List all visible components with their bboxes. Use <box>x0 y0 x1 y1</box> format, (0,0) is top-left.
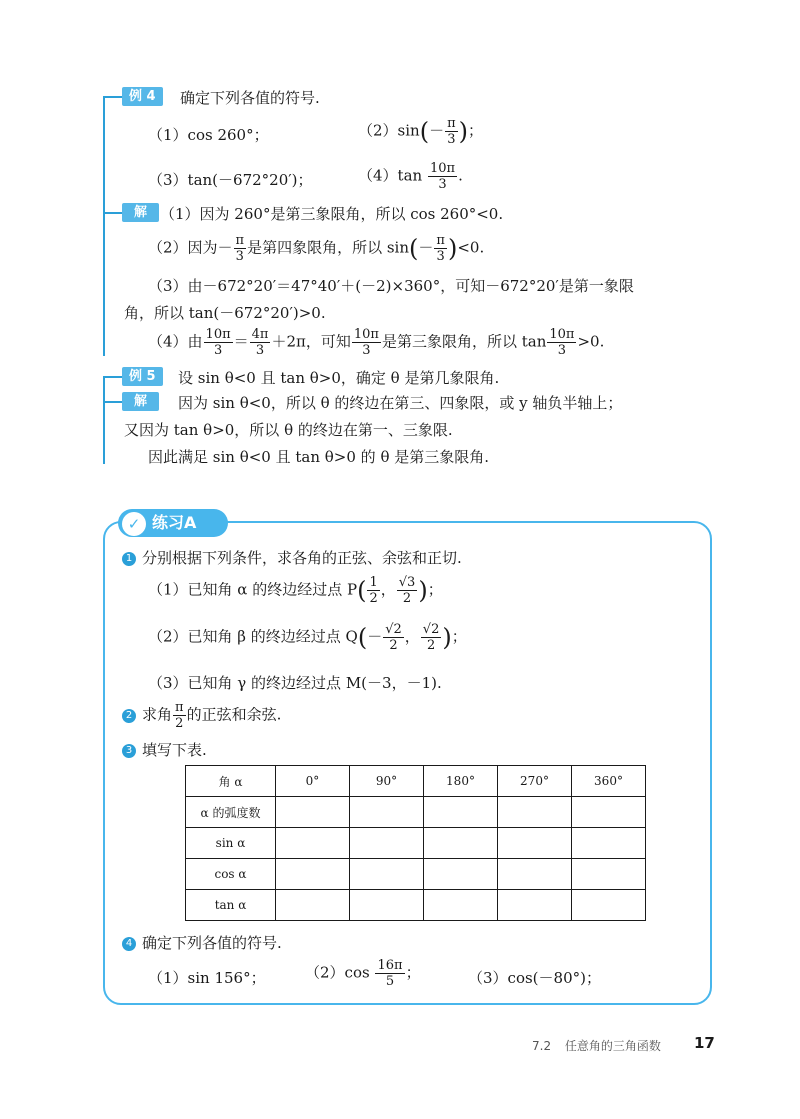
solution4-line5-plus: ＋2π，可知 <box>271 332 351 351</box>
comma: ， <box>380 580 396 599</box>
footer-section <box>532 1037 661 1054</box>
table-cell <box>498 797 572 828</box>
minus-sign: － <box>367 627 383 646</box>
example4-item4 <box>358 161 463 192</box>
table-header-cell: 90° <box>350 766 424 797</box>
fraction-10pi-over-3: $\frac{10\pi}{3}$ <box>205 327 231 358</box>
table-row-label: cos α <box>186 859 276 890</box>
page-number: 17 <box>694 1034 715 1052</box>
fraction-sqrt2-over-2: $\frac{√2}{2}$ <box>385 622 402 653</box>
solution4-line2: （2）因为－ $\frac{\pi}{3}$ 是第四象限角，所以 sin(－ $\frac{\pi}{3}$ )<0. <box>148 233 485 264</box>
table-row <box>186 890 646 921</box>
semicolon: ； <box>427 580 443 599</box>
table-cell <box>350 797 424 828</box>
pencil-check-icon: ✓ <box>122 512 146 536</box>
example4-item4-end: . <box>458 166 463 185</box>
table-header-cell: 0° <box>276 766 350 797</box>
minus-sign: － <box>418 238 434 257</box>
fraction-pi-over-3: $\frac{\pi}{3}$ <box>235 233 245 264</box>
solution4-badge: 解 <box>122 203 159 222</box>
semicolon: ； <box>405 963 421 982</box>
example4-prompt: 确定下列各值的符号. <box>180 89 320 107</box>
solution5-line1: 因为 sin θ<0，所以 θ 的终边在第三、四象限，或 y 轴负半轴上； <box>178 394 623 412</box>
table-cell <box>572 828 646 859</box>
exercise-title: 练习A <box>152 513 197 532</box>
solution5-line3: 因此满足 sin θ<0 且 tan θ>0 的 θ 是第三象限角. <box>148 448 490 466</box>
exercise-q1-b: （2）已知角 β 的终边经过点 Q(－ $\frac{√2}{2}$ ， $\frac{√2}{2}$ )； <box>148 622 467 653</box>
trig-values-table <box>185 765 646 921</box>
exercise-q4 <box>122 932 282 953</box>
table-header-row <box>186 766 646 797</box>
fraction-10pi-over-3: $\frac{10\pi}{3}$ <box>429 161 456 192</box>
table-header-cell: 360° <box>572 766 646 797</box>
exercise-q4-c: （3）cos(－80°)； <box>468 969 601 987</box>
example4-badge: 例 4 <box>122 87 163 106</box>
example5-rule <box>103 376 123 378</box>
solution4-line5 <box>148 327 604 358</box>
table-cell <box>424 890 498 921</box>
footer-section-number: 7.2 <box>532 1039 552 1053</box>
fraction-sqrt2-over-2: $\frac{√2}{2}$ <box>422 622 440 653</box>
table-header-cell: 180° <box>424 766 498 797</box>
fraction-4pi-over-3: $\frac{4\pi}{3}$ <box>251 327 269 358</box>
table-row-label: α 的弧度数 <box>186 797 276 828</box>
exercise-q2 <box>122 700 281 731</box>
comma: ， <box>404 627 420 646</box>
fraction-pi-over-2: $\frac{\pi}{2}$ <box>175 700 184 731</box>
table-row <box>186 797 646 828</box>
exercise-q4-b-label: （2）cos <box>305 963 370 982</box>
table-cell <box>572 859 646 890</box>
exercise-q3 <box>122 739 207 760</box>
solution5-badge: 解 <box>122 392 159 411</box>
solution4-line4: 角，所以 tan(－672°20′)>0. <box>124 304 326 322</box>
table-cell <box>498 859 572 890</box>
example4-item3: （3）tan(－672°20′)； <box>148 171 313 189</box>
exercise-q4-text: 确定下列各值的符号. <box>142 934 282 952</box>
question-number-badge: 1 <box>122 552 136 566</box>
solution4-line5-mid: 是第三象限角，所以 tan <box>381 332 547 351</box>
example5-badge: 例 5 <box>122 367 163 386</box>
solution5-rule <box>103 401 123 403</box>
table-cell <box>276 890 350 921</box>
solution4-line2-mid: 是第四象限角，所以 sin <box>247 238 410 257</box>
fraction-pi-over-3: $\frac{\pi}{3}$ <box>436 233 445 264</box>
exercise-q1 <box>122 547 462 568</box>
example4-item2: （2）sin(－ $\frac{\pi}{3}$ )； <box>358 116 484 147</box>
table-cell <box>350 859 424 890</box>
table-cell <box>350 828 424 859</box>
fraction-sqrt3-over-2: $\frac{√3}{2}$ <box>398 575 416 606</box>
table-row <box>186 828 646 859</box>
solution5-line2: 又因为 tan θ>0，所以 θ 的终边在第一、三象限. <box>124 421 453 439</box>
exercise-q1-a-label: （1）已知角 α 的终边经过点 P <box>148 580 358 599</box>
table-cell <box>498 828 572 859</box>
example5-prompt: 设 sin θ<0 且 tan θ>0，确定 θ 是第几象限角. <box>178 369 500 387</box>
exercise-q1-b-label: （2）已知角 β 的终边经过点 Q <box>148 627 358 646</box>
solution4-line5-post: >0. <box>577 332 605 351</box>
table-cell <box>350 890 424 921</box>
fraction-10pi-over-3: $\frac{10\pi}{3}$ <box>549 327 575 358</box>
question-number-badge: 2 <box>122 709 136 723</box>
exercise-q2-post: 的正弦和余弦. <box>186 705 282 724</box>
table-header-cell: 角 α <box>186 766 276 797</box>
semicolon: ； <box>451 627 467 646</box>
solution4-line1: （1）因为 260°是第三象限角，所以 cos 260°<0. <box>160 205 504 223</box>
table-row-label: tan α <box>186 890 276 921</box>
exercise-q4-a: （1）sin 156°； <box>148 969 266 987</box>
exercise-q1-c: （3）已知角 γ 的终边经过点 M(－3，－1). <box>148 674 442 692</box>
question-number-badge: 3 <box>122 744 136 758</box>
table-cell <box>276 859 350 890</box>
example4-item4-label: （4）tan <box>358 166 423 185</box>
table-cell <box>424 828 498 859</box>
solution4-line3: （3）由－672°20′＝47°40′＋(－2)×360°，可知－672°20′是第一象限 <box>148 277 634 295</box>
table-cell <box>424 859 498 890</box>
footer-section-title: 任意角的三角函数 <box>564 1039 661 1053</box>
example4-rule <box>103 96 123 98</box>
example-bracket-line-2 <box>103 376 105 464</box>
minus-sign: － <box>429 121 445 140</box>
fraction-pi-over-3: $\frac{\pi}{3}$ <box>447 116 456 147</box>
solution4-line2-pre: （2）因为－ <box>148 238 233 257</box>
fraction-10pi-over-3: $\frac{10\pi}{3}$ <box>353 327 379 358</box>
table-cell <box>498 890 572 921</box>
table-header-cell: 270° <box>498 766 572 797</box>
solution4-rule <box>103 212 123 214</box>
solution4-line2-post: <0. <box>457 238 485 257</box>
table-cell <box>276 828 350 859</box>
table-cell <box>424 797 498 828</box>
example-bracket-line <box>103 96 105 356</box>
exercise-q2-pre: 求角 <box>142 705 173 724</box>
table-row-label: sin α <box>186 828 276 859</box>
table-cell <box>572 797 646 828</box>
exercise-q1-a: （1）已知角 α 的终边经过点 P( $\frac{1}{2}$ ， $\frac{√3}{2}$ )； <box>148 575 443 606</box>
question-number-badge: 4 <box>122 937 136 951</box>
equals-sign: ＝ <box>233 332 249 351</box>
table-row <box>186 859 646 890</box>
example4-item2-label: （2）sin <box>358 121 420 140</box>
exercise-q1-text: 分别根据下列条件，求各角的正弦、余弦和正切. <box>142 549 462 567</box>
example4-item1: （1）cos 260°； <box>148 126 269 144</box>
exercise-q3-text: 填写下表. <box>142 741 207 759</box>
exercise-q4-b <box>305 958 421 989</box>
table-cell <box>276 797 350 828</box>
fraction-16pi-over-5: $\frac{16\pi}{5}$ <box>377 958 403 989</box>
fraction-1-over-2: $\frac{1}{2}$ <box>369 575 378 606</box>
table-cell <box>572 890 646 921</box>
solution4-line5-pre: （4）由 <box>148 332 203 351</box>
